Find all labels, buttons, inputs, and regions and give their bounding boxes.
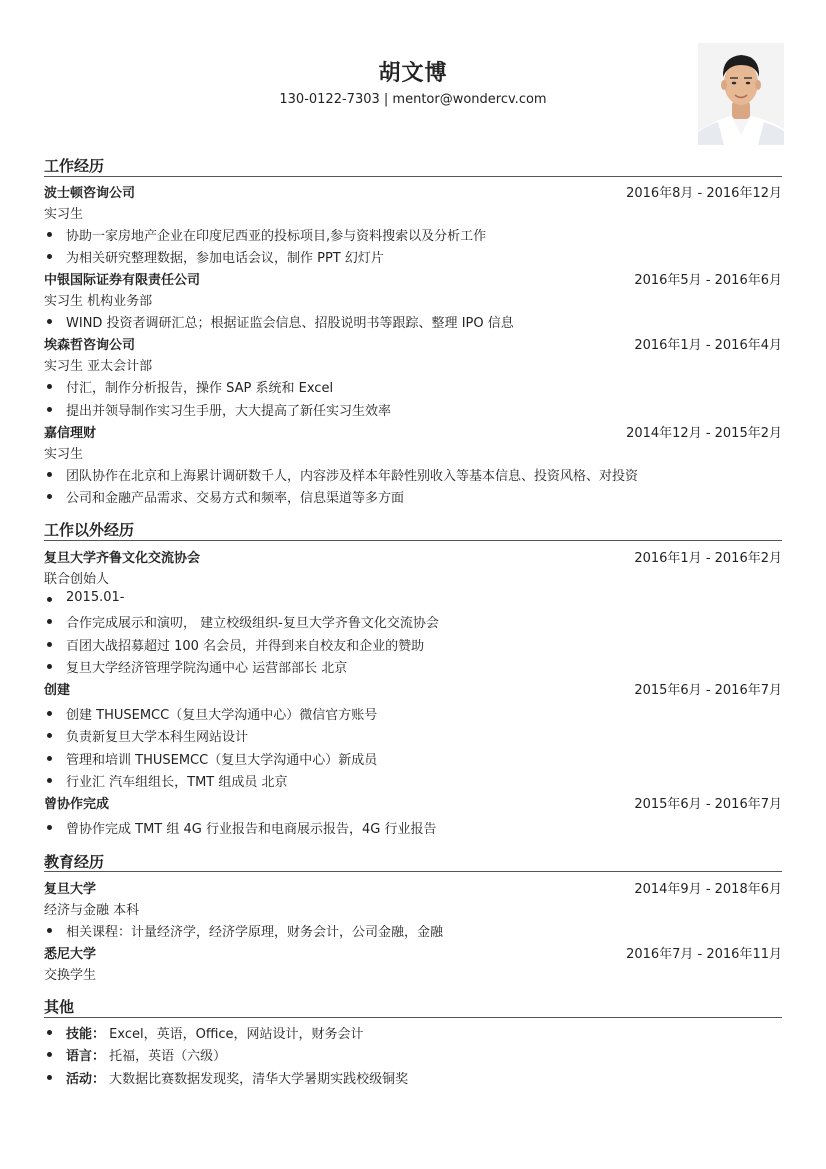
org-name: 曾协作完成 — [44, 797, 110, 812]
bullet-dot — [47, 642, 52, 647]
bullet-text: 行业汇 汽车组组长，TMT 组成员 北京 — [66, 775, 288, 790]
degree: 交换学生 — [44, 968, 97, 983]
activity-label: 活动： — [66, 1072, 106, 1087]
section-title-work: 工作经历 — [44, 157, 105, 175]
bullet-text: 百团大战招募超过 100 名会员，并得到来自校友和企业的赞助 — [66, 639, 425, 654]
degree: 经济与金融 本科 — [44, 903, 140, 918]
bullet-text: 为相关研究整理数据，参加电话会议，制作 PPT 幻灯片 — [66, 251, 384, 266]
language-label: 语言： — [66, 1049, 106, 1064]
phone-number: 130-0122-7303 — [279, 92, 380, 107]
bullet-dot — [47, 597, 52, 602]
bullet-text: 相关课程：计量经济学，经济学原理，财务会计，公司金融，金融 — [66, 925, 444, 940]
bullet-text: WIND 投资者调研汇总；根据证监会信息、招股说明书等跟踪、整理 IPO 信息 — [66, 316, 514, 331]
bullet-text: 管理和培训 THUSEMCC（复旦大学沟通中心）新成员 — [66, 753, 378, 768]
bullet-text: 曾协作完成 TMT 组 4G 行业报告和电商展示报告，4G 行业报告 — [66, 822, 437, 837]
date-range: 2015年6月 - 2016年7月 — [634, 797, 782, 812]
profile-photo — [698, 43, 784, 145]
bullet-text: 公司和金融产品需求、交易方式和频率，信息渠道等多方面 — [66, 491, 405, 506]
bullet-dot — [47, 756, 52, 761]
role-title: 联合创始人 — [44, 572, 110, 587]
bullet-text: 负责新复旦大学本科生网站设计 — [66, 730, 249, 745]
bullet-text: 创建 THUSEMCC（复旦大学沟通中心）微信官方账号 — [66, 708, 378, 723]
language-value: 托福，英语（六级） — [105, 1049, 227, 1064]
role-title: 实习生 机构业务部 — [44, 294, 153, 309]
bullet-dot — [47, 664, 52, 669]
org-name: 波士顿咨询公司 — [44, 186, 136, 201]
date-range: 2015年6月 - 2016年7月 — [634, 683, 782, 698]
bullet-dot — [47, 619, 52, 624]
date-range: 2016年7月 - 2016年11月 — [626, 947, 782, 962]
org-name: 创建 — [44, 683, 71, 698]
contact-separator: | — [379, 92, 393, 107]
activity-value: 大数据比赛数据发现奖，清华大学暑期实践校级铜奖 — [105, 1072, 409, 1087]
section-divider — [44, 871, 782, 872]
skill-value: Excel，英语，Office，网站设计，财务会计 — [105, 1027, 364, 1042]
date-range: 2014年12月 - 2015年2月 — [626, 426, 782, 441]
bullet-dot — [47, 778, 52, 783]
role-title: 实习生 — [44, 447, 84, 462]
email-address: mentor@wondercv.com — [392, 92, 547, 107]
bullet-dot — [47, 711, 52, 716]
section-title-extra: 工作以外经历 — [44, 521, 135, 539]
org-name: 嘉信理财 — [44, 426, 97, 441]
section-divider — [44, 1017, 782, 1018]
bullet-text: 团队协作在北京和上海累计调研数千人，内容涉及样本年龄性别收入等基本信息、投资风格、对投资 — [66, 469, 639, 484]
bullet-dot — [47, 254, 52, 259]
bullet-dot — [47, 825, 52, 830]
bullet-dot — [47, 384, 52, 389]
date-range: 2016年1月 - 2016年2月 — [634, 551, 782, 566]
section-title-education: 教育经历 — [44, 853, 105, 871]
section-divider — [44, 540, 782, 541]
role-title: 实习生 — [44, 207, 84, 222]
section-divider — [44, 176, 782, 177]
bullet-dot — [47, 407, 52, 412]
org-name: 悉尼大学 — [44, 947, 97, 962]
section-title-other: 其他 — [44, 998, 75, 1016]
date-range: 2016年1月 - 2016年4月 — [634, 338, 782, 353]
bullet-dot — [47, 494, 52, 499]
org-name: 复旦大学齐鲁文化交流协会 — [44, 551, 201, 566]
skill-text — [66, 1023, 364, 1042]
bullet-dot — [47, 1075, 52, 1080]
bullet-dot — [47, 232, 52, 237]
bullet-text: 提出并领导制作实习生手册，大大提高了新任实习生效率 — [66, 404, 392, 419]
bullet-dot — [47, 319, 52, 324]
org-name: 埃森哲咨询公司 — [44, 338, 136, 353]
bullet-text: 协助一家房地产企业在印度尼西亚的投标项目,参与资料搜索以及分析工作 — [66, 229, 487, 244]
candidate-name: 胡文博 — [378, 61, 448, 86]
bullet-dot — [47, 1030, 52, 1035]
date-range: 2014年9月 - 2018年6月 — [634, 882, 782, 897]
bullet-dot — [47, 928, 52, 933]
date-range: 2016年8月 - 2016年12月 — [626, 186, 782, 201]
role-title: 实习生 亚太会计部 — [44, 359, 153, 374]
bullet-dot — [47, 1052, 52, 1057]
org-name: 中银国际证券有限责任公司 — [44, 273, 201, 288]
activity-text — [66, 1068, 408, 1087]
date-range: 2016年5月 - 2016年6月 — [634, 273, 782, 288]
skill-label: 技能： — [66, 1027, 106, 1042]
bullet-dot — [47, 733, 52, 738]
org-name: 复旦大学 — [44, 882, 97, 897]
bullet-text: 付汇，制作分析报告，操作 SAP 系统和 Excel — [66, 381, 334, 396]
language-text — [66, 1045, 226, 1064]
bullet-text: 复旦大学经济管理学院沟通中心 运营部部长 北京 — [66, 661, 348, 676]
bullet-text: 2015.01- — [66, 590, 125, 605]
bullet-text: 合作完成展示和演叨， 建立校级组织-复旦大学齐鲁文化交流协会 — [66, 616, 439, 631]
bullet-dot — [47, 472, 52, 477]
